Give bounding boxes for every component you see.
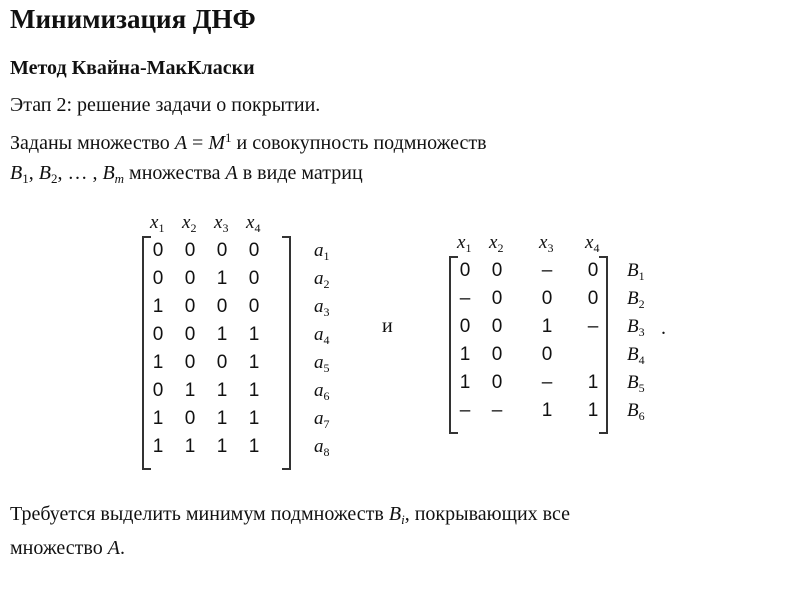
matrix-cell: 1: [248, 408, 260, 429]
column-header: $x_2$: [182, 212, 197, 235]
matrix-cell: 0: [152, 380, 164, 401]
matrix-cell: 0: [491, 260, 503, 281]
matrix-cell: 0: [541, 344, 553, 365]
matrix-cell: 1: [587, 400, 599, 421]
matrix-cell: 0: [184, 324, 196, 345]
matrix-cell: 0: [184, 268, 196, 289]
matrix-cell: 0: [184, 240, 196, 261]
method-subtitle: Метод Квайна-МакКласки: [10, 57, 255, 79]
row-label: $B_6$: [627, 400, 645, 423]
row-label: $B_4$: [627, 344, 645, 367]
row-label: $a_5$: [314, 352, 330, 375]
matrix-cell: 0: [459, 260, 471, 281]
matrix-cell: 1: [152, 352, 164, 373]
matrix-cell: 1: [459, 372, 471, 393]
matrix-cell: 1: [541, 316, 553, 337]
matrix-cell: 1: [152, 296, 164, 317]
row-label: $B_2$: [627, 288, 645, 311]
row-label: $a_2$: [314, 268, 330, 291]
matrix-cell: 0: [152, 240, 164, 261]
matrix-cell: 0: [184, 352, 196, 373]
given-line-2: $B_1$, $B_2$, … , $B_m$ множества A в виде матриц: [10, 162, 363, 186]
matrix-cell: –: [459, 288, 471, 309]
matrix-cell: –: [587, 316, 599, 337]
matrix-cell: 1: [587, 372, 599, 393]
row-label: $B_3$: [627, 316, 645, 339]
matrix-cell: 1: [216, 408, 228, 429]
matrix-cell: 0: [587, 288, 599, 309]
column-header: $x_1$: [150, 212, 165, 235]
matrix-cell: 1: [248, 380, 260, 401]
trailing-dot: .: [661, 317, 666, 339]
column-header: $x_4$: [246, 212, 261, 235]
row-label: $B_5$: [627, 372, 645, 395]
matrix-cell: 1: [216, 380, 228, 401]
matrix-cell: 0: [248, 240, 260, 261]
row-label: $a_4$: [314, 324, 330, 347]
matrix-cell: 1: [248, 352, 260, 373]
matrix-cell: 1: [216, 324, 228, 345]
matrix-cell: 1: [216, 436, 228, 457]
matrix-cell: 0: [184, 408, 196, 429]
matrix-b: [447, 232, 667, 427]
matrix-cell: 1: [248, 436, 260, 457]
matrix-cell: 1: [248, 324, 260, 345]
matrix-a: [140, 212, 360, 467]
row-label: $a_7$: [314, 408, 330, 431]
matrix-cell: –: [541, 372, 553, 393]
requirement-line-1: Требуется выделить минимум подмножеств $B_i$, покрывающих все: [10, 503, 571, 527]
matrix-cell: 1: [152, 436, 164, 457]
row-label: $a_3$: [314, 296, 330, 319]
matrix-cell: 0: [216, 240, 228, 261]
matrix-cell: 1: [184, 436, 196, 457]
matrix-cell: 0: [541, 288, 553, 309]
matrix-cell: 1: [459, 344, 471, 365]
matrix-cell: 0: [248, 296, 260, 317]
matrix-cell: 0: [184, 296, 196, 317]
row-label: $a_6$: [314, 380, 330, 403]
matrix-cell: –: [459, 400, 471, 421]
column-header: $x_3$: [214, 212, 229, 235]
row-label: $a_1$: [314, 240, 330, 263]
matrix-cell: 0: [248, 268, 260, 289]
matrix-cell: 0: [491, 316, 503, 337]
column-header: $x_4$: [585, 232, 600, 255]
matrix-cell: 1: [184, 380, 196, 401]
matrix-cell: 0: [491, 344, 503, 365]
matrix-right-bracket: [282, 236, 291, 470]
matrix-cell: 0: [152, 324, 164, 345]
matrix-cell: –: [491, 400, 503, 421]
matrix-cell: 0: [459, 316, 471, 337]
matrix-cell: 0: [587, 260, 599, 281]
matrix-cell: 1: [216, 268, 228, 289]
matrix-cell: 1: [541, 400, 553, 421]
column-header: $x_3$: [539, 232, 554, 255]
requirement-line-2: множество A.: [10, 537, 125, 559]
matrix-cell: 1: [152, 408, 164, 429]
matrix-cell: 0: [491, 372, 503, 393]
page-title: Минимизация ДНФ: [10, 4, 256, 34]
given-line-1: Заданы множество $A = M^1$ и совокупность подмножеств: [10, 130, 487, 154]
matrix-cell: 0: [491, 288, 503, 309]
row-label: $a_8$: [314, 436, 330, 459]
stage-text: Этап 2: решение задачи о покрытии.: [10, 94, 321, 116]
matrix-cell: 0: [216, 352, 228, 373]
conjunction-text: и: [382, 315, 393, 337]
row-label: $B_1$: [627, 260, 645, 283]
column-header: $x_1$: [457, 232, 472, 255]
matrix-cell: –: [541, 260, 553, 281]
column-header: $x_2$: [489, 232, 504, 255]
matrix-cell: 0: [216, 296, 228, 317]
matrix-cell: 0: [152, 268, 164, 289]
